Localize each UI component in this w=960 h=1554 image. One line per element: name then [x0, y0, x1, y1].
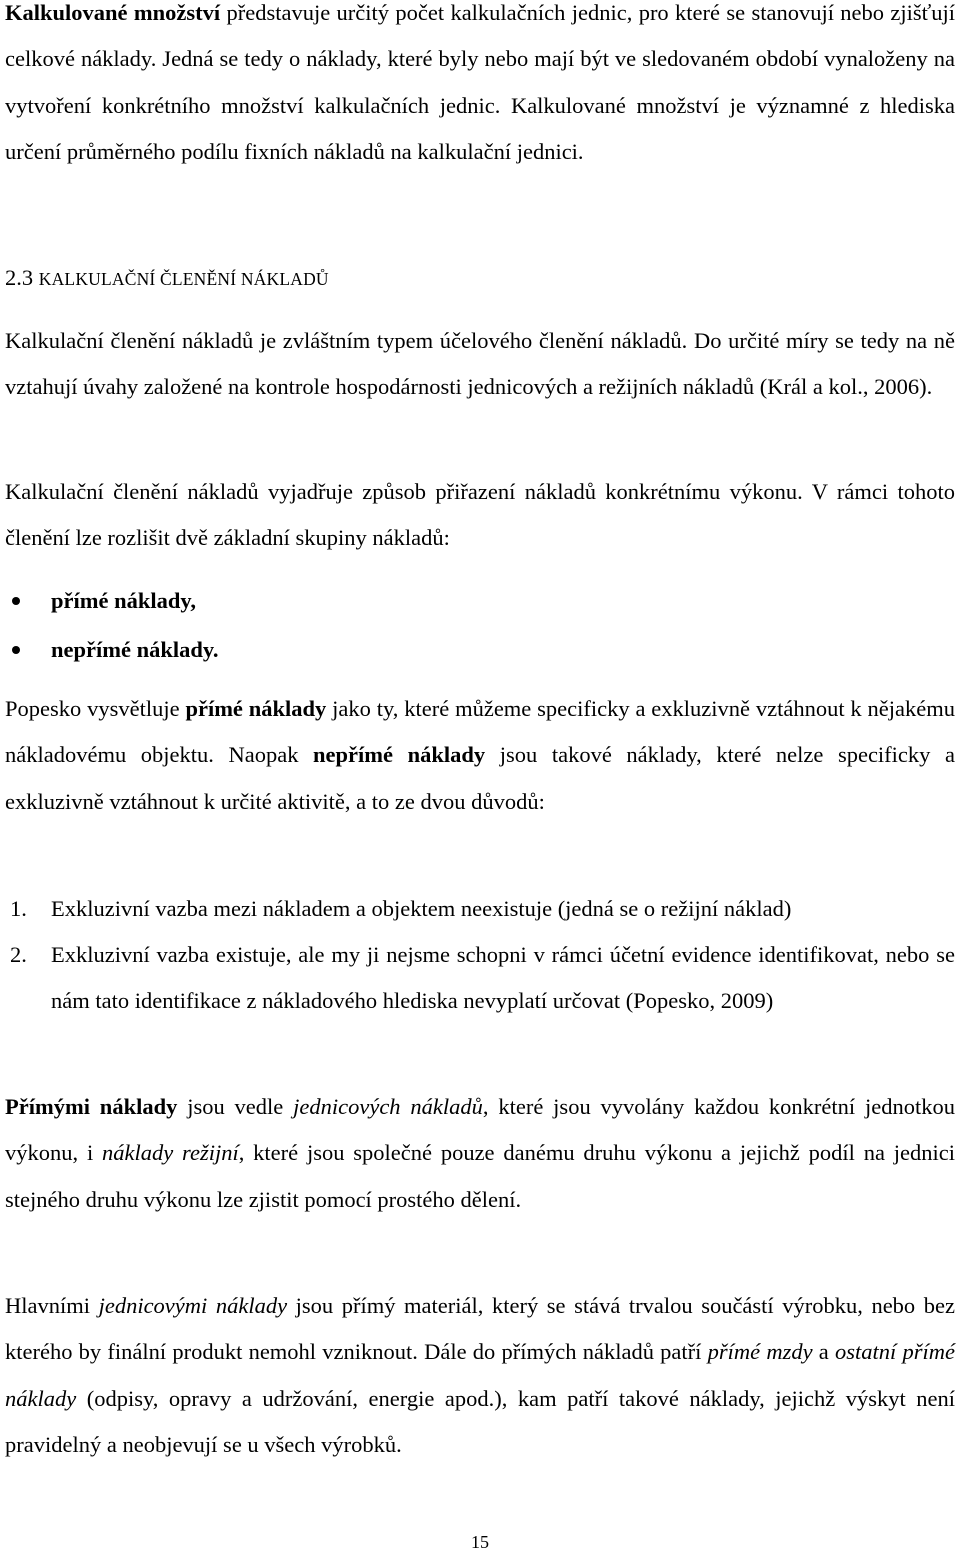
text-run: jsou takové náklady, které nelze specificky a exkluzivně vztáhnout k určité aktivitě, a to ze dvou důvodů: [5, 742, 955, 814]
text-run: jako ty, které můžeme specificky a exkluzivně vztáhnout k nějakému nákladovému objektu. Naopak [5, 696, 955, 768]
paragraph-calc-breakdown: Kalkulační členění nákladů je zvláštním typem účelového členění nákladů. Do určité míry se tedy na ně vztahují úvahy založené na kontrole hospodárnosti jednicových a režijních nákladů (Král a kol., 2006). [5, 328, 955, 400]
text-run: Popesko vysvětluje [5, 696, 186, 721]
paragraph-popesko [5, 686, 955, 825]
section-number: 2.3 [5, 265, 34, 290]
page-number: 15 [471, 1532, 489, 1552]
text-run: jsou přímý materiál, který se stává trvalou součástí výrobku, nebo bez kterého by finální produkt nemohl vzniknout. Dále do přímých nákladů patří [5, 1293, 955, 1365]
term-direct-costs: Přímými náklady [5, 1094, 178, 1119]
paragraph-direct-costs [5, 1084, 955, 1223]
item-text: Exkluzivní vazba existuje, ale my ji nejsme schopni v rámci účetní evidence identifikovat, nebo se nám tato identifikace z nákladového hlediska nevyplatí určovat (Popesko, 2009) [51, 942, 955, 1014]
item-number: 1. [10, 896, 27, 921]
text-run: (odpisy, opravy a udržování, energie apod.), kam patří takové náklady, jejichž výskyt není pravidelný a neobjevují se u všech výrobků. [5, 1385, 955, 1457]
term-overhead-costs: náklady režijní [102, 1140, 239, 1166]
bullet-icon [12, 646, 20, 654]
paragraph-unit-costs [5, 1283, 955, 1468]
bullet-icon [12, 597, 20, 605]
bullet-text: nepřímé náklady. [51, 637, 219, 662]
paragraph-assignment: Kalkulační členění nákladů vyjadřuje způsob přiřazení nákladů konkrétnímu výkonu. V rámci tohoto členění lze rozlišit dvě základní skupiny nákladů: [5, 479, 955, 551]
section-heading [5, 258, 329, 299]
text-run: Hlavními [5, 1293, 99, 1318]
paragraph-calculated-quantity [5, 0, 955, 175]
item-text: Exkluzivní vazba mezi nákladem a objektem neexistuje (jedná se o režijní náklad) [51, 896, 792, 921]
term-direct-costs: přímé náklady [185, 696, 327, 721]
term-indirect-costs: nepřímé náklady [313, 742, 486, 768]
text-run: jsou vedle [177, 1094, 294, 1119]
term-unit-costs: jednicovými náklady [98, 1293, 288, 1318]
paragraph-text: představuje určitý počet kalkulačních jednic, pro které se stanovují nebo zjišťují celkové náklady. Jedná se tedy o náklady, které byly nebo mají být ve sledovaném období vynaloženy na vytvoření konkrétního množství kalkulačních jednic. Kalkulované množství je významné z hlediska určení průměrného podílu fixních nákladů na kalkulační jednici. [5, 0, 955, 164]
bullet-text: přímé náklady, [51, 588, 197, 613]
term-other-direct-costs: ostatní přímé náklady [5, 1339, 955, 1411]
term-direct-wages: přímé mzdy [707, 1339, 813, 1365]
section-title: KALKULAČNÍ ČLENĚNÍ NÁKLADŮ [38, 269, 329, 289]
text-run: , které jsou společné pouze danému druhu výkonu a jejichž podíl na jednici stejného druhu výkonu lze zjistit pomocí prostého dělení. [5, 1140, 955, 1212]
text-run: a [812, 1339, 836, 1365]
text-run: , které jsou vyvolány každou konkrétní jednotkou výkonu, i [5, 1094, 955, 1166]
term-calculated-quantity: Kalkulované množství [5, 0, 221, 25]
item-number: 2. [10, 942, 27, 967]
term-unit-costs: jednicových nákladů [293, 1094, 483, 1119]
